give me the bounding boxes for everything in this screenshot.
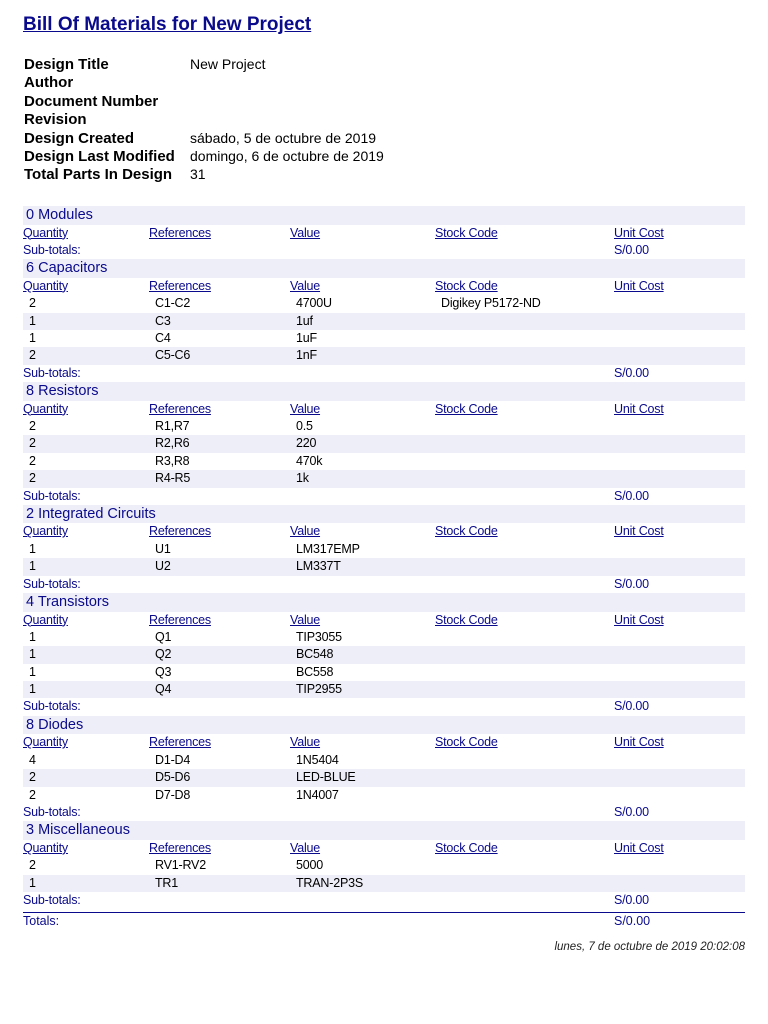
meta-label: Author (24, 74, 74, 92)
table-row (23, 646, 745, 663)
cell-quantity: 1 (29, 647, 36, 662)
subtotal-label: Sub-totals: (23, 576, 81, 591)
cell-value: 0.5 (296, 419, 313, 434)
subtotal-row (23, 804, 745, 821)
totals-label: Totals: (23, 914, 60, 928)
column-header-row (23, 734, 745, 751)
meta-value: 31 (190, 166, 206, 183)
table-row (23, 857, 745, 874)
cell-quantity: 1 (29, 875, 36, 890)
column-header-quantity[interactable]: Quantity (23, 840, 68, 855)
cell-quantity: 4 (29, 752, 36, 767)
cell-references: TR1 (155, 875, 179, 890)
cell-quantity: 1 (29, 664, 36, 679)
totals-row (23, 913, 745, 930)
column-header-stock-code[interactable]: Stock Code (435, 401, 498, 416)
cell-quantity: 2 (29, 471, 36, 486)
meta-label: Document Number (24, 92, 159, 110)
subtotal-label: Sub-totals: (23, 365, 81, 380)
meta-value: New Project (190, 56, 266, 72)
cell-quantity: 2 (29, 770, 36, 785)
column-header-value[interactable]: Value (290, 840, 321, 855)
cell-references: U1 (155, 541, 171, 556)
column-header-value[interactable]: Value (290, 401, 321, 416)
cell-value: 1N4007 (296, 787, 339, 802)
table-row (23, 752, 745, 769)
cell-quantity: 2 (29, 787, 36, 802)
cell-quantity: 2 (29, 436, 36, 451)
cell-references: Q1 (155, 629, 172, 644)
subtotal-value: S/0.00 (614, 242, 649, 257)
column-header-stock-code[interactable]: Stock Code (435, 735, 498, 750)
subtotal-label: Sub-totals: (23, 488, 81, 503)
subtotal-row (23, 576, 745, 593)
meta-value: sábado, 5 de octubre de 2019 (190, 129, 377, 146)
category-heading: 4 Transistors (23, 593, 745, 612)
subtotal-row (23, 698, 745, 715)
cell-value: 4700U (296, 296, 332, 311)
column-header-stock-code[interactable]: Stock Code (435, 524, 498, 539)
cell-quantity: 1 (29, 330, 36, 345)
table-row (23, 418, 745, 435)
column-header-value[interactable]: Value (290, 612, 321, 627)
column-header-unit-cost[interactable]: Unit Cost (614, 735, 664, 750)
table-row (23, 769, 745, 786)
column-header-references[interactable]: References (149, 401, 211, 416)
column-header-unit-cost[interactable]: Unit Cost (614, 401, 664, 416)
table-row (23, 664, 745, 681)
column-header-references[interactable]: References (149, 524, 211, 539)
table-row (23, 347, 745, 364)
cell-quantity: 2 (29, 296, 36, 311)
table-row (23, 787, 745, 804)
meta-label: Design Last Modified (24, 147, 175, 165)
cell-references: D7-D8 (155, 787, 191, 802)
cell-references: C4 (155, 330, 171, 345)
category-heading: 8 Resistors (23, 382, 745, 401)
print-timestamp: lunes, 7 de octubre de 2019 20:02:08 (554, 941, 745, 953)
cell-value: 1uf (296, 313, 313, 328)
column-header-unit-cost[interactable]: Unit Cost (614, 278, 664, 293)
cell-quantity: 1 (29, 682, 36, 697)
cell-references: RV1-RV2 (155, 858, 206, 873)
column-header-unit-cost[interactable]: Unit Cost (614, 524, 664, 539)
table-row (23, 295, 745, 312)
cell-value: TRAN-2P3S (296, 875, 363, 890)
column-header-value[interactable]: Value (290, 225, 321, 240)
table-row (23, 541, 745, 558)
subtotal-row (23, 488, 745, 505)
column-header-unit-cost[interactable]: Unit Cost (614, 612, 664, 627)
cell-value: BC548 (296, 647, 334, 662)
cell-references: Q3 (155, 664, 172, 679)
cell-quantity: 2 (29, 419, 36, 434)
cell-references: R1,R7 (155, 419, 190, 434)
meta-value: domingo, 6 de octubre de 2019 (190, 147, 384, 164)
meta-label: Total Parts In Design (24, 166, 173, 184)
cell-quantity: 2 (29, 348, 36, 363)
cell-value: TIP3055 (296, 629, 342, 644)
column-header-row (23, 840, 745, 857)
column-header-quantity[interactable]: Quantity (23, 225, 68, 240)
cell-quantity: 1 (29, 313, 36, 328)
subtotal-value: S/0.00 (614, 804, 649, 819)
cell-value: TIP2955 (296, 682, 342, 697)
meta-label: Design Title (24, 56, 109, 73)
category-heading: 6 Capacitors (23, 259, 745, 278)
bom-table (23, 206, 745, 909)
subtotal-value: S/0.00 (614, 365, 649, 380)
column-header-quantity[interactable]: Quantity (23, 612, 68, 627)
column-header-references[interactable]: References (149, 840, 211, 855)
cell-references: D5-D6 (155, 770, 191, 785)
cell-references: C1-C2 (155, 296, 191, 311)
column-header-references[interactable]: References (149, 735, 211, 750)
cell-value: LED-BLUE (296, 770, 356, 785)
cell-quantity: 2 (29, 453, 36, 468)
subtotal-row (23, 242, 745, 259)
column-header-references[interactable]: References (149, 612, 211, 627)
table-row (23, 629, 745, 646)
table-row (23, 875, 745, 892)
cell-quantity: 1 (29, 629, 36, 644)
cell-references: R4-R5 (155, 471, 191, 486)
cell-value: 5000 (296, 858, 324, 873)
column-header-value[interactable]: Value (290, 524, 321, 539)
document-title: Bill Of Materials for New Project (23, 14, 312, 35)
cell-quantity: 1 (29, 559, 36, 574)
category-heading: 2 Integrated Circuits (23, 505, 745, 524)
cell-value: BC558 (296, 664, 334, 679)
totals-value: S/0.00 (614, 914, 651, 928)
table-row (23, 435, 745, 452)
table-row (23, 330, 745, 347)
subtotal-label: Sub-totals: (23, 242, 81, 257)
cell-value: LM337T (296, 559, 341, 574)
cell-quantity: 1 (29, 541, 36, 556)
cell-references: C5-C6 (155, 348, 191, 363)
cell-value: 1N5404 (296, 752, 339, 767)
column-header-stock-code[interactable]: Stock Code (435, 840, 498, 855)
subtotal-value: S/0.00 (614, 699, 649, 714)
subtotal-value: S/0.00 (614, 488, 649, 503)
column-header-row (23, 278, 745, 295)
column-header-references[interactable]: References (149, 278, 211, 293)
cell-references: U2 (155, 559, 171, 574)
column-header-value[interactable]: Value (290, 735, 321, 750)
category-heading: 8 Diodes (23, 716, 745, 735)
cell-quantity: 2 (29, 858, 36, 873)
cell-references: Q2 (155, 647, 172, 662)
column-header-stock-code[interactable]: Stock Code (435, 612, 498, 627)
column-header-row (23, 523, 745, 540)
column-header-row (23, 612, 745, 629)
column-header-unit-cost[interactable]: Unit Cost (614, 840, 664, 855)
column-header-stock-code[interactable]: Stock Code (435, 278, 498, 293)
table-row (23, 681, 745, 698)
subtotal-label: Sub-totals: (23, 699, 81, 714)
column-header-quantity[interactable]: Quantity (23, 401, 68, 416)
subtotal-row (23, 892, 745, 909)
cell-references: R2,R6 (155, 436, 190, 451)
table-row (23, 558, 745, 575)
cell-references: C3 (155, 313, 171, 328)
subtotal-label: Sub-totals: (23, 804, 81, 819)
subtotal-value: S/0.00 (614, 576, 649, 591)
cell-value: 1nF (296, 348, 317, 363)
category-heading: 0 Modules (23, 206, 745, 225)
table-row (23, 453, 745, 470)
column-header-quantity[interactable]: Quantity (23, 524, 68, 539)
cell-stock-code: Digikey P5172-ND (441, 296, 541, 311)
column-header-row (23, 401, 745, 418)
column-header-value[interactable]: Value (290, 278, 321, 293)
table-row (23, 470, 745, 487)
column-header-quantity[interactable]: Quantity (23, 278, 68, 293)
table-row (23, 313, 745, 330)
column-header-quantity[interactable]: Quantity (23, 735, 68, 750)
subtotal-label: Sub-totals: (23, 893, 81, 907)
cell-value: 220 (296, 436, 317, 451)
column-header-unit-cost[interactable]: Unit Cost (614, 225, 664, 240)
meta-label: Design Created (24, 129, 135, 147)
category-heading: 3 Miscellaneous (23, 821, 745, 840)
column-header-row (23, 225, 745, 242)
cell-references: R3,R8 (155, 453, 190, 468)
subtotal-row (23, 365, 745, 382)
column-header-references[interactable]: References (149, 225, 211, 240)
cell-value: 1k (296, 471, 309, 486)
cell-value: LM317EMP (296, 541, 360, 556)
cell-references: Q4 (155, 682, 172, 697)
cell-references: D1-D4 (155, 752, 191, 767)
cell-value: 1uF (296, 330, 317, 345)
column-header-stock-code[interactable]: Stock Code (435, 225, 498, 240)
subtotal-value: S/0.00 (614, 893, 649, 907)
cell-value: 470k (296, 453, 323, 468)
meta-label: Revision (24, 111, 87, 129)
